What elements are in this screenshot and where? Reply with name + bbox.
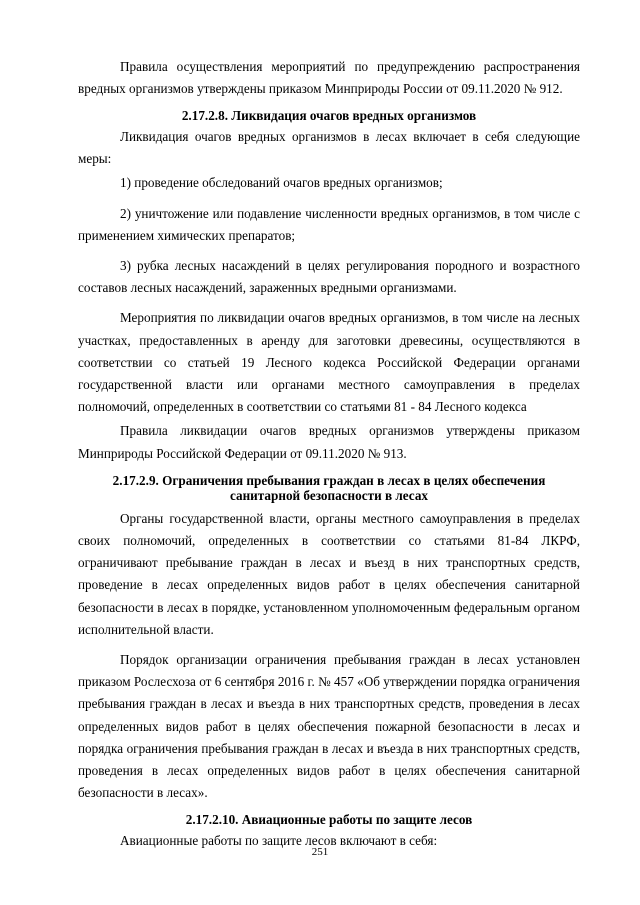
paragraph: Мероприятия по ликвидации очагов вредных организмов, в том числе на лесных участках, предоставленных в аренду для заготовки древесины, осуществляются в соответствии со статьей 19 Лесного кодекса Российской Федерации органами государственной власти или органами местного самоуправления в пределах полномочий, определенных в соответствии со статьями 81 - 84 Лесного кодекса — [78, 310, 580, 415]
paragraph: Правила осуществления мероприятий по предупреждению распространения вредных организмов утверждены приказом Минприроды России от 09.11.2020 № 912. — [78, 59, 580, 97]
document-page — [78, 56, 580, 860]
paragraph: Правила ликвидации очагов вредных организмов утверждены приказом Минприроды Российской Федерации от 09.11.2020 № 913. — [78, 423, 580, 461]
section-heading: 2.17.2.8. Ликвидация очагов вредных организмов — [181, 108, 477, 124]
section-heading: 2.17.2.10. Авиационные работы по защите лесов — [185, 812, 473, 828]
list-item: 2) уничтожение или подавление численности вредных организмов, в том числе с применением химических препаратов; — [78, 205, 580, 243]
paragraph: Порядок организации ограничения пребывания граждан в лесах установлен приказом Рослесхоза от 6 сентября 2016 г. № 457 «Об утверждении порядка ограничения пребывания граждан в лесах и въезда в них транспортных средств, проведения в лесах определенных видов работ в целях обеспечения пожарной безопасности в лесах и порядка ограничения пребывания граждан в лесах и въезда в них транспортных средств, проведения в лесах определенных видов работ в целях обеспечения санитарной безопасности в лесах». — [78, 651, 580, 801]
paragraph: Ликвидация очагов вредных организмов в лесах включает в себя следующие меры: — [78, 128, 580, 167]
list-item: 1) проведение обследований очагов вредных организмов; — [120, 175, 443, 191]
paragraph: Авиационные работы по защите лесов включают в себя: — [120, 832, 438, 848]
section-heading: 2.17.2.9. Ограничения пребывания граждан в лесах в целях обеспечения санитарной безопасности в лесах — [112, 472, 546, 504]
paragraph: Органы государственной власти, органы местного самоуправления в пределах своих полномочий, определенных в соответствии со статьями 81-84 ЛКРФ, ограничивают пребывание граждан в лесах и въезд в них транспортных средств, проведение в лесах определенных видов работ в целях обеспечения санитарной безопасности в лесах в порядке, установленном уполномоченным федеральным органом исполнительной власти. — [78, 510, 580, 637]
list-item: 3) рубка лесных насаждений в целях регулирования породного и возрастного составов лесных насаждений, зараженных вредными организмами. — [78, 257, 580, 296]
page-number: 251 — [311, 846, 329, 858]
